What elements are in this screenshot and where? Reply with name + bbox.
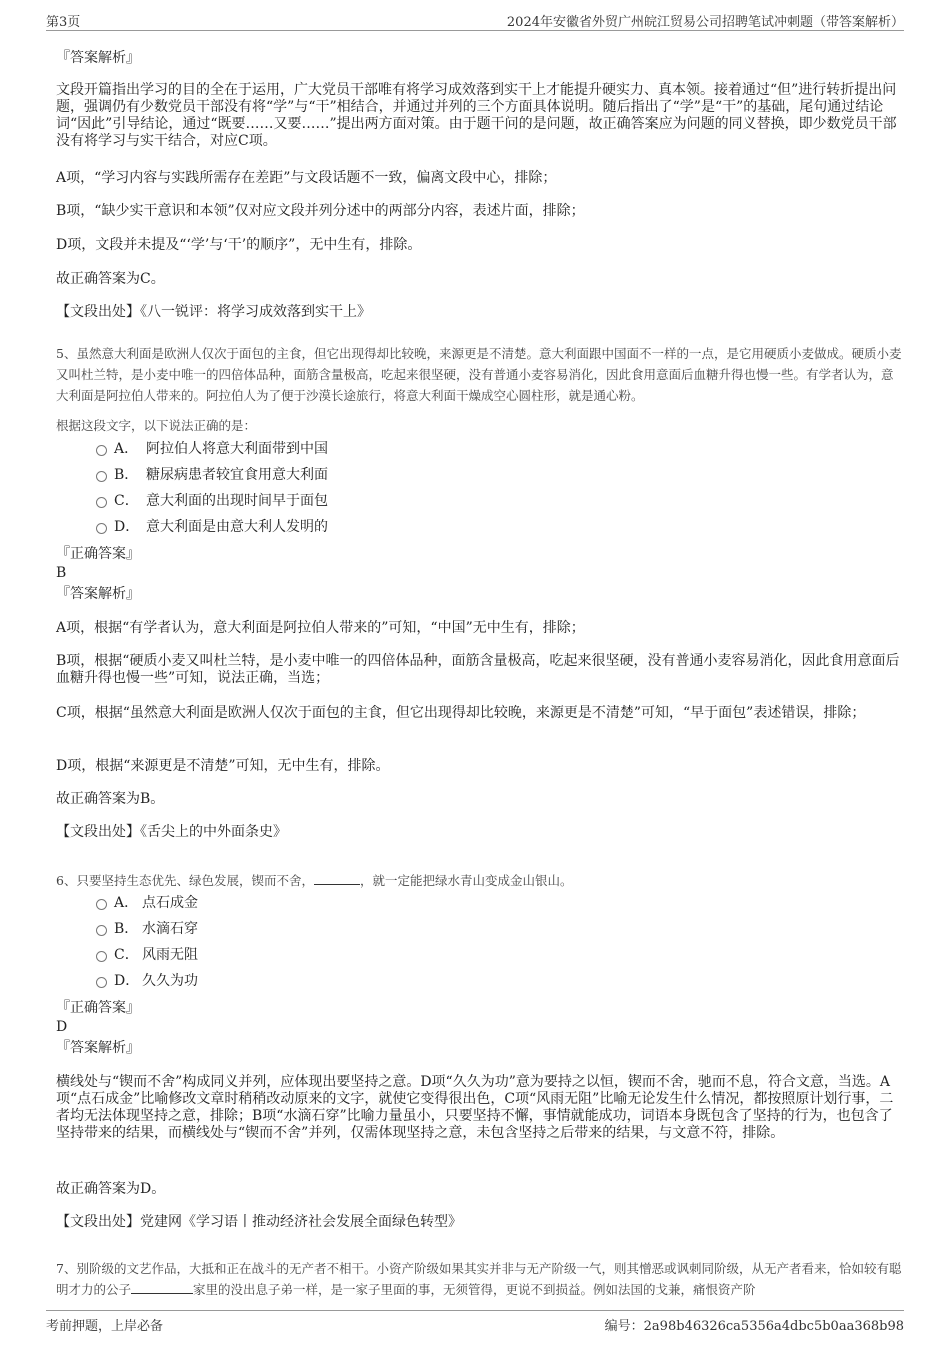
q4-option-d-analysis: D项，文段并未提及“‘学’与‘干’的顺序”，无中生有，排除。: [56, 237, 422, 253]
q5-option-d-analysis: D项，根据“来源更是不清楚”可知，无中生有，排除。: [56, 758, 390, 774]
q5-option-a-analysis: A项，根据“有学者认为，意大利面是阿拉伯人带来的”可知，“中国”无中生有，排除；: [56, 620, 585, 636]
q5-option-d[interactable]: D． 意大利面是由意大利人发明的: [56, 514, 904, 540]
q5-answer-label: 『正确答案』: [56, 546, 140, 562]
q6-stem: 6、只要坚持生态优先、绿色发展，锲而不舍， ，就一定能把绿水青山变成金山银山。: [56, 872, 573, 888]
q5-options: [56, 436, 904, 540]
answer-blank: [314, 884, 360, 885]
page-number: 第3页: [46, 15, 81, 30]
radio-icon[interactable]: [96, 523, 107, 534]
q6-option-a[interactable]: A． 点石成金: [56, 890, 904, 916]
radio-icon[interactable]: [96, 471, 107, 482]
q4-option-b-analysis: B项，“缺少实干意识和本领”仅对应文段并列分述中的两部分内容，表述片面，排除；: [56, 203, 585, 219]
q4-analysis-label: 『答案解析』: [56, 50, 140, 66]
q5-option-a[interactable]: A． 阿拉伯人将意大利面带到中国: [56, 436, 904, 462]
q4-option-a-analysis: A项，“学习内容与实践所需存在差距”与文段话题不一致，偏离文段中心，排除；: [56, 170, 557, 186]
q6-analysis-label: 『答案解析』: [56, 1040, 140, 1056]
q6-option-d[interactable]: D． 久久为功: [56, 968, 904, 994]
radio-icon[interactable]: [96, 951, 107, 962]
q5-option-c-analysis: C项，根据“虽然意大利面是欧洲人仅次于面包的主食，但它出现得却比较晚，来源更是不清楚”可知，“早于面包”表述错误，排除；: [56, 705, 866, 721]
answer-blank: [131, 1293, 193, 1294]
q5-option-b-analysis: B项，根据“硬质小麦又叫杜兰特，是小麦中唯一的四倍体品种，面筋含量极高，吃起来很坚硬，没有普通小麦容易消化，因此食用意面后血糖升得也慢一些”可知，说法正确，当选；: [56, 653, 900, 686]
radio-icon[interactable]: [96, 445, 107, 456]
q6-answer-label: 『正确答案』: [56, 1000, 140, 1016]
q4-analysis: 文段开篇指出学习的目的全在于运用，广大党员干部唯有将学习成效落到实干上才能提升硬实力、真本领。接着通过“但”进行转折提出问题，强调仍有少数党员干部没有将“学”与“干”相结合，并通过并列的三个方面具体说明。随后指出了“学”是“干”的基础，尾句通过结论词“因此”引导结论，通过“既要……又要……”提出两方面对策。由于题干问的是问题，故正确答案应为问题的同义替换，即少数党员干部没有将学习与实干结合，对应C项。: [56, 82, 897, 149]
q6-answer: D: [56, 1019, 68, 1035]
q5-analysis-label: 『答案解析』: [56, 586, 140, 602]
q6-option-c[interactable]: C． 风雨无阻: [56, 942, 904, 968]
radio-icon[interactable]: [96, 497, 107, 508]
q6-analysis: 横线处与“锲而不舍”构成同义并列，应体现出要坚持之意。D项“久久为功”意为要持之以恒，锲而不舍，驰而不息，符合文意，当选。A项“点石成金”比喻修改文章时稍稍改动原来的文字，就使它变得很出色，C项“风雨无阻”比喻无论发生什么情况，都按照原计划行事，二者均无法体现坚持之意，排除；B项“水滴石穿”比喻力量虽小，只要坚持不懈，事情就能成功，词语本身既包含了坚持的行为，也包含了坚持带来的结果，而横线处与“锲而不舍”并列，仅需体现坚持之意，未包含坚持之后带来的结果，与文意不符，排除。: [56, 1074, 894, 1141]
page-footer: [46, 1310, 904, 1333]
document-title: 2024年安徽省外贸广州皖江贸易公司招聘笔试冲刺题（带答案解析）: [506, 15, 904, 30]
q5-option-c[interactable]: C． 意大利面的出现时间早于面包: [56, 488, 904, 514]
radio-icon[interactable]: [96, 925, 107, 936]
q5-stem: 5、虽然意大利面是欧洲人仅次于面包的主食，但它出现得却比较晚，来源更是不清楚。意大利面跟中国面不一样的一点，是它用硬质小麦做成。硬质小麦又叫杜兰特，是小麦中唯一的四倍体品种，面筋含量极高，吃起来很坚硬，没有普通小麦容易消化，因此食用意面后血糖升得也慢一些。有学者认为，意大利面是阿拉伯人带来的。阿拉伯人为了便于沙漠长途旅行，将意大利面干燥成空心圆柱形，就是通心粉。: [56, 345, 902, 403]
q6-conclusion: 故正确答案为D。: [56, 1181, 166, 1197]
q7-stem: 7、别阶级的文艺作品，大抵和正在战斗的无产者不相干。小资产阶级如果其实并非与无产阶级一气，则其憎恶或讽刺同阶级，从无产者看来，恰如较有聪明才力的公子 家里的没出息子弟一样，是一家子里面的事，无须管得，更说不到损益。例如法国的戈兼，痛恨资产阶: [56, 1260, 902, 1297]
footer-slogan: 考前押题，上岸必备: [46, 1319, 164, 1334]
q5-option-b[interactable]: B． 糖尿病患者较宜食用意大利面: [56, 462, 904, 488]
q5-question: 根据这段文字，以下说法正确的是：: [56, 417, 257, 433]
q6-options: [56, 890, 904, 994]
q4-conclusion: 故正确答案为C。: [56, 271, 165, 287]
q6-option-b[interactable]: B． 水滴石穿: [56, 916, 904, 942]
radio-icon[interactable]: [96, 899, 107, 910]
q6-source: 【文段出处】党建网《学习语丨推动经济社会发展全面绿色转型》: [56, 1214, 462, 1230]
q5-conclusion: 故正确答案为B。: [56, 791, 165, 807]
q5-source: 【文段出处】《舌尖上的中外面条史》: [56, 824, 287, 840]
page-header: [46, 8, 904, 31]
document-id: 编号：2a98b46326ca5356a4dbc5b0aa368b98: [604, 1319, 904, 1334]
q4-source: 【文段出处】《八一锐评：将学习成效落到实干上》: [56, 304, 371, 320]
radio-icon[interactable]: [96, 977, 107, 988]
q5-answer: B: [56, 565, 67, 581]
